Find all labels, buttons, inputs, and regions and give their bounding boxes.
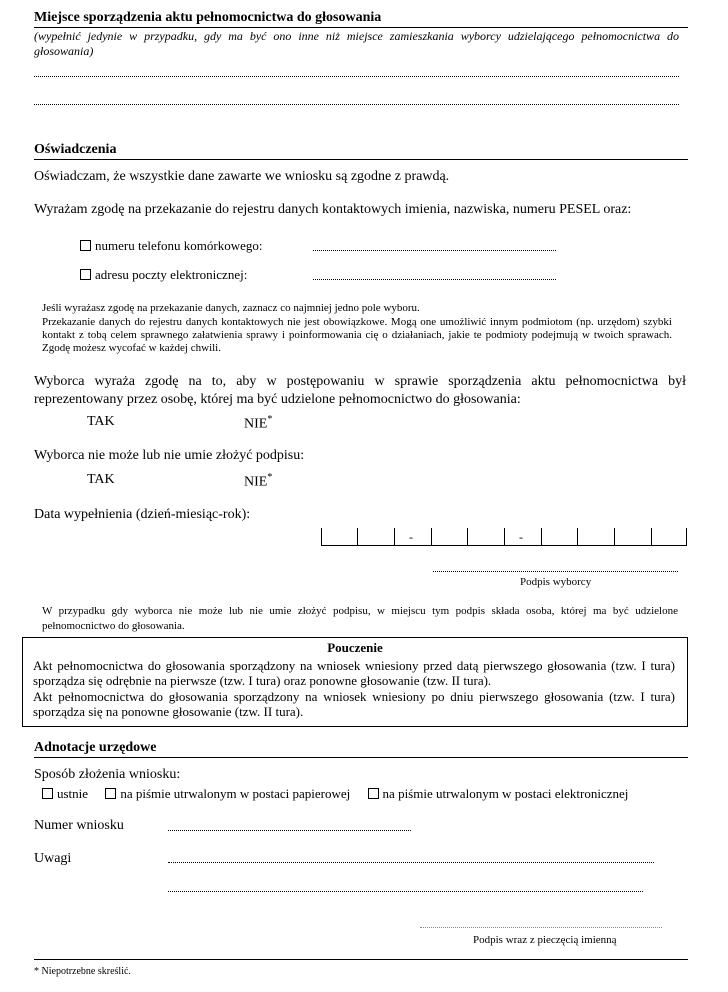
representation-no-label: NIE <box>244 416 268 432</box>
method-label: Sposób złożenia wniosku: <box>34 767 181 782</box>
number-input-line[interactable] <box>168 830 411 831</box>
oral-checkbox[interactable] <box>42 788 53 799</box>
method-paper-option[interactable] <box>105 786 350 801</box>
notice-paragraph-1: Akt pełnomocnictwa do głosowania sporządzony na wniosek wniesiony przed datą pierwszego głosowania (tzw. I tura) sporządza się odrębnie na pierwsze (tzw. I tura) oraz ponowne głosowanie (tzw. II tura). <box>33 658 675 688</box>
date-separator: - <box>519 530 523 544</box>
voter-signature-caption: Podpis wyborcy <box>520 576 592 588</box>
email-label: adresu poczty elektronicznej: <box>95 267 248 282</box>
signature-note: W przypadku gdy wyborca nie może lub nie umie złożyć podpisu, w miejscu tym podpis składa osoba, której ma być udzielone pełnomocnictwo do głosowania. <box>42 605 678 632</box>
email-option[interactable] <box>80 267 247 283</box>
remarks-line-1[interactable] <box>168 862 654 863</box>
method-oral-option[interactable] <box>42 786 88 801</box>
cannot-sign-no[interactable] <box>244 472 272 491</box>
email-checkbox[interactable] <box>80 269 91 280</box>
date-label: Data wypełnienia (dzień-miesiąc-rok): <box>34 507 251 522</box>
notice-box <box>22 637 688 727</box>
oral-label: ustnie <box>57 786 89 801</box>
phone-input-line[interactable] <box>313 250 556 251</box>
divider <box>34 757 688 758</box>
place-note: (wypełnić jedynie w przypadku, gdy ma być ono inne niż miejsce zamieszkania wyborcy udzielającego pełnomocnictwa do głosowania) <box>34 29 679 58</box>
asterisk-mark: * <box>267 414 273 425</box>
place-line-2[interactable] <box>34 104 679 105</box>
representation-text: Wyborca wyraża zgodę na to, aby w postępowaniu w sprawie sporządzenia aktu pełnomocnictwa był reprezentowany przez osobę, której ma być udzielone pełnomocnictwo do głosowania: <box>34 374 686 407</box>
electronic-checkbox[interactable] <box>368 788 379 799</box>
representation-yes[interactable]: TAK <box>87 414 115 429</box>
cannot-sign-no-label: NIE <box>244 474 268 490</box>
cannot-sign-text: Wyborca nie może lub nie umie złożyć podpisu: <box>34 448 305 463</box>
paper-label: na piśmie utrwalonym w postaci papierowej <box>120 786 351 801</box>
place-section-title: Miejsce sporządzenia aktu pełnomocnictwa do głosowania <box>34 10 382 25</box>
method-electronic-option[interactable] <box>368 786 629 801</box>
declaration-text: Oświadczam, że wszystkie dane zawarte we wniosku są zgodne z prawdą. <box>34 169 450 184</box>
phone-option[interactable] <box>80 238 263 254</box>
divider <box>34 27 688 28</box>
phone-label: numeru telefonu komórkowego: <box>95 238 263 253</box>
remarks-label: Uwagi <box>34 851 72 866</box>
stamp-signature-line[interactable] <box>420 927 662 928</box>
date-separator: - <box>409 530 413 544</box>
email-input-line[interactable] <box>313 279 556 280</box>
voter-signature-line[interactable] <box>433 571 678 572</box>
paper-checkbox[interactable] <box>105 788 116 799</box>
consent-info-1: Jeśli wyrażasz zgodę na przekazanie danych, zaznacz co najmniej jedno pole wyboru. <box>42 302 420 314</box>
consent-info-2: Przekazanie danych do rejestru danych kontaktowych nie jest obowiązkowe. Mogą one umożliwić innym podmiotom (np. urzędom) szybki kontakt z tobą celem sprawnego załatwienia sprawy i poinformowania cię o działaniach, jakie te podmioty podejmują w twoich sprawach. Zgodę możesz wycofać w każdej chwili. <box>42 316 672 354</box>
place-line-1[interactable] <box>34 76 679 77</box>
asterisk-mark: * <box>267 472 273 483</box>
electronic-label: na piśmie utrwalonym w postaci elektronicznej <box>382 786 629 801</box>
consent-text: Wyrażam zgodę na przekazanie do rejestru danych kontaktowych imienia, nazwiska, numeru PESEL oraz: <box>34 202 632 217</box>
notice-paragraph-2: Akt pełnomocnictwa do głosowania sporządzony na wniosek wniesiony po dniu pierwszego głosowania (tzw. I tura) sporządza się na ponowne głosowanie (tzw. II tura). <box>33 689 675 719</box>
cannot-sign-yes[interactable]: TAK <box>87 472 115 487</box>
divider <box>34 959 688 960</box>
stamp-signature-caption: Podpis wraz z pieczęcią imienną <box>473 934 617 946</box>
method-options <box>42 786 628 802</box>
statements-section-title: Oświadczenia <box>34 142 117 157</box>
footnote: * Niepotrzebne skreślić. <box>34 966 131 977</box>
date-input-boxes[interactable] <box>321 528 687 546</box>
notice-title: Pouczenie <box>327 640 383 655</box>
official-section-title: Adnotacje urzędowe <box>34 740 157 755</box>
divider <box>34 159 688 160</box>
remarks-line-2[interactable] <box>168 891 643 892</box>
phone-checkbox[interactable] <box>80 240 91 251</box>
representation-no[interactable] <box>244 414 272 433</box>
number-label: Numer wniosku <box>34 818 124 833</box>
